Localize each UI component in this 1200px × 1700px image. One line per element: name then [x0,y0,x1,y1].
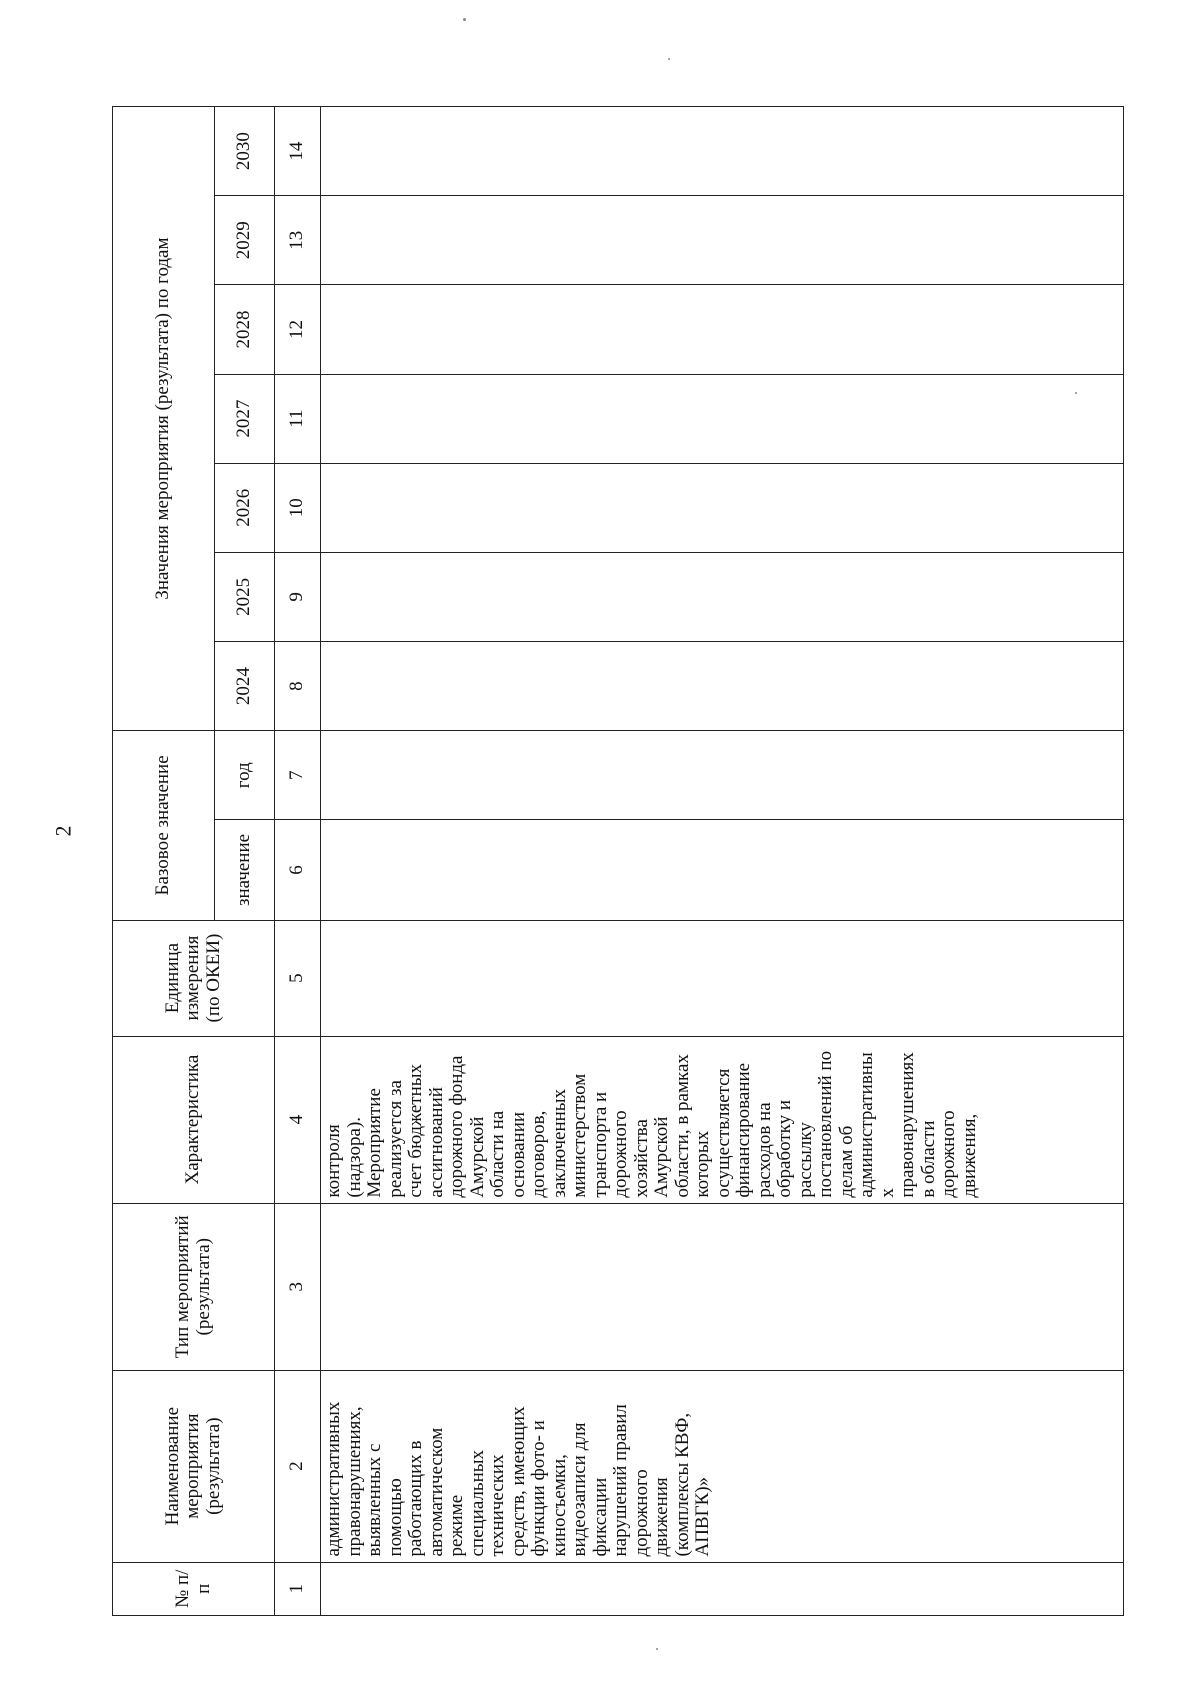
cell-text-line: работающих в [405,1440,427,1557]
cell-text-line: выявленных с [364,1443,386,1557]
cell-text-line: контроля [323,1124,344,1198]
row-value-2029 [321,196,1124,285]
cell-text-line: дорожного [938,1110,960,1198]
cell-text-line: дорожного [610,1110,632,1198]
scan-speck [656,1648,658,1650]
cell-text-line: киносъемки, [548,1454,570,1557]
header-year: 2026 [215,463,275,552]
column-number: 8 [275,642,321,731]
row-value-2025 [321,552,1124,641]
header-num: № п/п [113,1562,275,1615]
cell-text-line: дорожного [630,1469,652,1557]
row-name [321,1370,1124,1562]
cell-text-line: осуществляется [712,1068,734,1198]
row-characteristic [321,1036,1124,1203]
cell-text-line: автоматическом [425,1427,447,1557]
header-year: 2029 [215,196,275,285]
header-year: 2024 [215,642,275,731]
cell-text-line: договоров, [528,1110,550,1198]
cell-text-line: реализуется за [384,1080,406,1198]
header-base-year: год [215,731,275,820]
header-unit: Единица измерения (по ОКЕИ) [113,920,275,1036]
cell-text-line: постановлений по [815,1050,837,1198]
cell-text-line: расходов на [753,1102,775,1198]
column-number: 4 [275,1036,321,1203]
column-number: 14 [275,107,321,196]
header-base-value: значение [215,820,275,920]
cell-text-line: основании [507,1111,529,1198]
document-sheet [112,106,1124,1616]
cell-text-line: правонарушениях [897,1052,919,1198]
cell-text-line: правонарушениях, [343,1406,365,1557]
row-base-value [321,820,1124,920]
cell-text-line: помощью [384,1478,406,1557]
row-value-2026 [321,463,1124,552]
header-characteristic: Характеристика [113,1036,275,1203]
cell-text-line: области, в рамках [671,1054,693,1198]
scan-speck [463,18,466,21]
column-number: 11 [275,374,321,463]
cell-text-line: дорожного фонда [446,1055,468,1198]
header-base-group: Базовое значение [113,731,215,920]
column-number: 10 [275,463,321,552]
row-type [321,1203,1124,1370]
cell-text-line: административны [856,1052,878,1198]
cell-text-line: (комплексы КВФ, [671,1412,693,1557]
cell-text-line: транспорта и [589,1091,611,1198]
cell-text-line: х [876,1188,898,1198]
cell-text-line: заключенных [548,1088,570,1198]
cell-text-line: которых [692,1130,714,1198]
column-number: 6 [275,820,321,920]
cell-text-line: средств, имеющих [507,1406,529,1557]
row-unit [321,920,1124,1036]
results-table [112,106,1124,1616]
cell-text-line: счет бюджетных [405,1063,427,1198]
row-value-2030 [321,107,1124,196]
cell-text-line: движения [651,1477,673,1557]
row-value-2024 [321,642,1124,731]
cell-text-line: министерством [569,1073,591,1198]
column-number: 7 [275,731,321,820]
cell-text-line: функции фото- и [528,1420,550,1557]
cell-text-line: административных [323,1401,344,1557]
cell-text-line: режиме [446,1494,468,1557]
cell-text-line: специальных [466,1449,488,1557]
cell-text-line: движения, [958,1113,980,1198]
table-row [321,107,1124,1616]
cell-text-line: финансирование [733,1062,755,1198]
column-number: 13 [275,196,321,285]
cell-text-line: Мероприятие [364,1088,386,1198]
cell-text-line: АПВГК)» [692,1476,714,1557]
cell-text-line: нарушений правил [610,1404,632,1557]
header-type: Тип мероприятий (результата) [113,1203,275,1370]
header-year: 2030 [215,107,275,196]
column-number: 5 [275,920,321,1036]
cell-text-line: Амурской [466,1116,488,1198]
row-num [321,1562,1124,1615]
row-base-year [321,731,1124,820]
column-number: 3 [275,1203,321,1370]
row-value-2027 [321,374,1124,463]
column-number: 9 [275,552,321,641]
cell-text-line: в области [917,1120,939,1198]
cell-text-line: хозяйства [630,1119,652,1198]
header-name: Наименование мероприятия (результата) [113,1370,275,1562]
row-value-2028 [321,285,1124,374]
cell-text-line: делам об [835,1125,857,1198]
column-number-row [275,107,321,1616]
cell-text-line: фиксации [589,1477,611,1557]
header-years-group: Значения мероприятия (результата) по годам [113,107,215,731]
cell-text-line: Амурской [651,1116,673,1198]
scan-speck [1075,392,1077,394]
header-year: 2028 [215,285,275,374]
column-number: 2 [275,1370,321,1562]
cell-text-line: видеозаписи для [569,1422,591,1557]
cell-text-line: ассигнований [425,1087,447,1198]
column-number: 12 [275,285,321,374]
page-number: 2 [50,825,76,837]
column-number: 1 [275,1562,321,1615]
cell-text-line: рассылку [794,1122,816,1198]
cell-text-line: области на [487,1110,509,1198]
cell-text-line: обработку и [774,1099,796,1198]
header-year: 2025 [215,552,275,641]
cell-text-line: (надзора). [343,1116,365,1198]
header-year: 2027 [215,374,275,463]
cell-text-line: технических [487,1454,509,1557]
scan-speck [668,58,670,60]
